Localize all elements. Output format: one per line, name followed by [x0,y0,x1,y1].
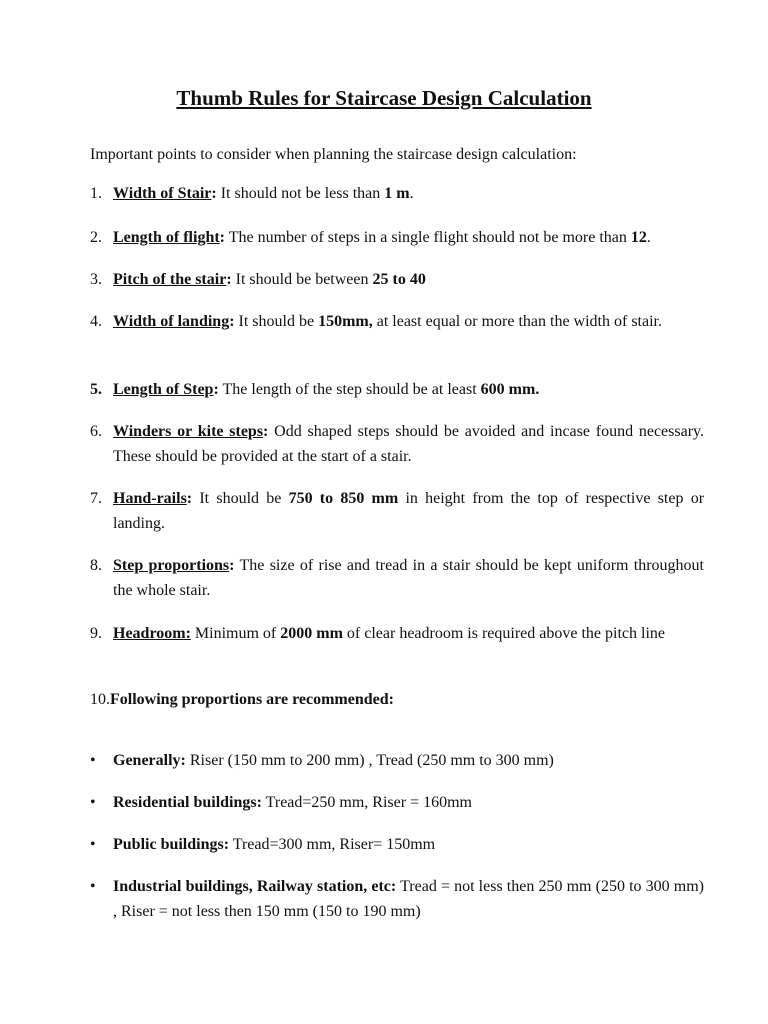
item-number: 1. [90,185,102,202]
item-text: It should be between [231,271,373,288]
bullet-text: Tread=300 mm, Riser= 150mm [229,836,436,853]
item-number: 6. [90,423,102,440]
bullet-label: Industrial buildings, Railway station, etc: [113,878,397,895]
item-text-end: in height from the top of respective step or landing. [113,490,705,532]
list-item-width-of-stair [90,181,704,206]
list-item-proportions [90,691,394,709]
bullet-item-industrial [90,874,704,924]
bullet-icon: • [90,878,96,895]
item-colon: : [213,381,219,398]
item-text: The number of steps in a single flight should not be more than [225,229,631,246]
list-item-length-of-step [90,377,704,402]
item-colon: : [229,557,235,574]
item-bold-value: 25 to 40 [372,271,426,288]
item-label: Hand-rails [113,490,187,507]
item-bold-value: 750 to 850 mm [288,490,399,507]
item-label: Headroom: [113,625,191,642]
list-item-step-proportions [90,553,704,603]
item-label: Length of flight [113,229,220,246]
item-text: Odd shaped steps should be avoided and incase found necessary. These should be provided at the start of a stair. [113,423,704,465]
intro-text: Important points to consider when planning the staircase design calculation: [90,146,577,163]
item-colon: : [263,423,269,440]
bullet-text: Tread=250 mm, Riser = 160mm [261,794,472,811]
bullet-icon: • [90,794,96,811]
item-colon: : [219,229,225,246]
item-label: Winders or kite steps [113,423,264,440]
list-item-width-of-landing [90,309,704,334]
bullet-item-residential [90,790,704,815]
bullet-item-public [90,832,704,857]
bullet-label: Public buildings: [113,836,230,853]
list-item-hand-rails [90,486,704,536]
item-text: Minimum of [190,625,281,642]
item-text: It should not be less than [216,185,385,202]
page-title: Thumb Rules for Staircase Design Calculation [176,86,592,110]
item-text-end: . [646,229,651,246]
item-bold-value: 600 mm. [480,381,540,398]
item-colon: : [186,490,193,507]
item-text: It should be [234,313,319,330]
bullet-icon: • [90,836,96,853]
bullet-text: Riser (150 mm to 200 mm) , Tread (250 mm to 300 mm) [185,752,554,769]
item-text-end: of clear headroom is required above the pitch line [342,625,666,642]
item-number: 10. [90,691,110,708]
item-colon: : [211,185,217,202]
bullet-icon: • [90,752,96,769]
list-item-length-of-flight [90,225,704,250]
bullet-item-generally [90,748,704,773]
item-bold-value: 1 m [384,185,410,202]
item-text-end: at least equal or more than the width of stair. [372,313,662,330]
item-label: Width of Stair [113,185,212,202]
item-text-end: . [409,185,414,202]
item-number: 7. [90,490,102,507]
list-item-headroom [90,621,704,646]
item-number: 2. [90,229,102,246]
item-bold-value: 12 [630,229,647,246]
item-label: Width of landing [113,313,230,330]
item-label: Following proportions are recommended: [110,691,394,708]
item-text: The length of the step should be at least [218,381,481,398]
item-colon: : [226,271,232,288]
item-bold-value: 150mm, [318,313,373,330]
item-bold-value: 2000 mm [280,625,343,642]
item-number: 9. [90,625,102,642]
item-label: Pitch of the stair [113,271,227,288]
bullet-label: Residential buildings: [113,794,262,811]
item-number: 4. [90,313,102,330]
item-number: 3. [90,271,102,288]
bullet-text: Tread = not less then 250 mm (250 to 300 mm) , Riser = not less then 150 mm (150 to 190 mm) [113,878,704,920]
item-label: Length of Step [113,381,214,398]
item-text: The size of rise and tread in a stair should be kept uniform throughout the whole stair. [113,557,704,599]
item-colon: : [229,313,235,330]
list-item-pitch-of-stair [90,267,704,292]
item-label: Step proportions [113,557,230,574]
item-number: 5. [90,381,102,398]
item-number: 8. [90,557,102,574]
item-text: It should be [192,490,289,507]
list-item-winders-or-kite-steps [90,419,704,469]
bullet-label: Generally: [113,752,186,769]
